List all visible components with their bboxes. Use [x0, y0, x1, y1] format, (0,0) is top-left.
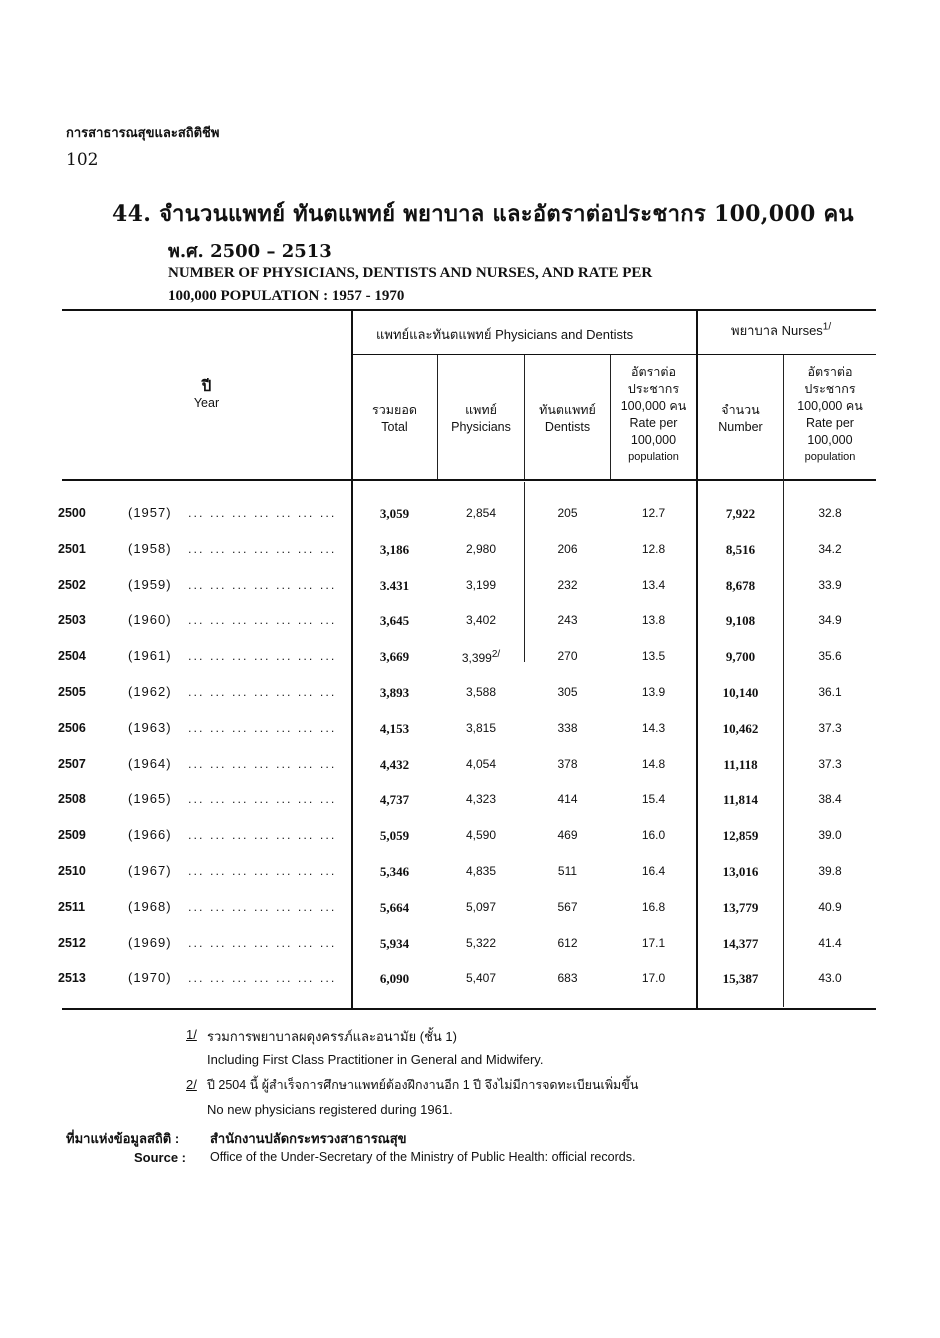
cell-dentists	[525, 971, 610, 985]
cell-physicians-value: 3,402	[465, 613, 497, 627]
cell-dentists	[525, 792, 610, 806]
col-nrate-thai-2: ประชากร	[804, 382, 856, 396]
col-physicians-thai: แพทย์	[465, 403, 497, 417]
cell-nurse-rate	[784, 685, 876, 699]
cell-dentists	[525, 649, 610, 663]
cell-nurse-rate	[784, 864, 876, 878]
cell-dentists	[525, 721, 610, 735]
col-header-dentists	[525, 402, 610, 436]
col-rate-en-1: Rate per	[629, 416, 678, 430]
row-leader-dots: ... ... ... ... ... ... ...	[188, 614, 337, 627]
cell-nurses-value: 11,118	[723, 757, 758, 772]
col-nrate-thai-1: อัตราต่อ	[807, 365, 853, 379]
year-header	[62, 378, 351, 412]
cell-total-value: 4,432	[379, 757, 410, 772]
col-header-physicians	[438, 402, 524, 436]
col-rate-thai-2: ประชากร	[627, 382, 680, 396]
cell-nurses-value: 10,140	[722, 685, 759, 700]
cell-total	[352, 613, 437, 629]
cell-total	[352, 971, 437, 987]
cell-physicians-value: 3,399	[461, 651, 492, 665]
col-dentists-en: Dentists	[544, 420, 591, 434]
footnote-1-mark: 1/	[186, 1027, 197, 1042]
table-bottom-rule	[62, 1008, 876, 1010]
cell-total-value: 3.431	[379, 578, 410, 593]
cell-total-value: 5,664	[379, 900, 410, 915]
cell-physicians	[438, 721, 524, 735]
col-header-nurse-number	[698, 402, 783, 436]
cell-nurses-value: 8,516	[725, 542, 756, 557]
table-number: 44.	[112, 201, 152, 227]
cell-nurse-rate	[784, 506, 876, 520]
cell-dentists	[525, 936, 610, 950]
cell-nurses	[698, 613, 783, 629]
cell-physicians-value: 2,980	[465, 542, 497, 556]
cell-physicians-value: 5,322	[465, 936, 497, 950]
cell-physicians	[438, 936, 524, 950]
cell-nurses	[698, 828, 783, 844]
row-year-ad: (1957)	[128, 505, 172, 520]
cell-nurses-value: 11,814	[722, 792, 759, 807]
cell-nurses	[698, 792, 783, 808]
cell-physicians	[438, 828, 524, 842]
cell-rate-value: 15.4	[641, 792, 666, 806]
cell-nurses-value: 8,678	[725, 578, 756, 593]
cell-rate-value: 16.4	[641, 864, 666, 878]
cell-nurse-rate-value: 37.3	[818, 757, 842, 771]
cell-physicians-value: 4,835	[465, 864, 497, 878]
cell-dentists	[525, 506, 610, 520]
row-year-be: 2506	[58, 721, 86, 735]
cell-nurses	[698, 864, 783, 880]
cell-rate	[611, 578, 696, 592]
year-header-thai: ปี	[201, 378, 212, 395]
cell-rate	[611, 828, 696, 842]
cell-rate	[611, 864, 696, 878]
cell-rate-value: 16.0	[641, 828, 666, 842]
row-year-be: 2512	[58, 936, 86, 950]
table-title-english-line1: NUMBER OF PHYSICIANS, DENTISTS AND NURSES, AND RATE PER	[168, 265, 653, 281]
col-physicians-en: Physicians	[451, 420, 511, 434]
cell-nurse-rate	[784, 792, 876, 806]
cell-nurse-rate-value: 37.3	[818, 721, 842, 735]
cell-physicians-value: 4,054	[465, 757, 497, 771]
cell-dentists-value: 270	[557, 649, 578, 663]
row-leader-dots: ... ... ... ... ... ... ...	[188, 686, 337, 699]
cell-physicians	[438, 792, 524, 806]
footnote-1-thai: รวมการพยาบาลผดุงครรภ์และอนามัย (ชั้น 1)	[207, 1029, 457, 1044]
row-year-ad: (1963)	[128, 720, 172, 735]
cell-total	[352, 792, 437, 808]
cell-rate	[611, 649, 696, 663]
row-year-ad: (1965)	[128, 791, 172, 806]
cell-dentists-value: 469	[557, 828, 578, 842]
row-leader-dots: ... ... ... ... ... ... ...	[188, 865, 337, 878]
cell-total	[352, 721, 437, 737]
cell-total-value: 5,934	[379, 936, 410, 951]
cell-physicians	[438, 971, 524, 985]
cell-dentists-value: 511	[557, 864, 578, 878]
cell-physicians-value: 2,854	[465, 506, 497, 520]
row-year-ad: (1960)	[128, 612, 172, 627]
table-title-english-line2: 100,000 POPULATION : 1957 - 1970	[168, 288, 405, 304]
footnote-2-thai: ปี 2504 นี้ ผู้สำเร็จการศึกษาแพทย์ต้องฝึกงานอีก 1 ปี จึงไม่มีการจดทะเบียนเพิ่มขึ้น	[207, 1078, 639, 1092]
running-header: การสาธารณสุขและสถิติชีพ	[66, 126, 220, 141]
cell-physicians-value: 3,588	[465, 685, 497, 699]
footnote-2-mark: 2/	[186, 1077, 197, 1092]
cell-rate	[611, 900, 696, 914]
row-year-be: 2503	[58, 613, 86, 627]
cell-nurse-rate-value: 36.1	[818, 685, 842, 699]
cell-total	[352, 828, 437, 844]
cell-nurse-rate	[784, 971, 876, 985]
cell-total	[352, 900, 437, 916]
col-rate-en-2: 100,000	[630, 433, 677, 447]
cell-dentists-value: 338	[557, 721, 578, 735]
cell-rate-value: 14.3	[641, 721, 666, 735]
col-nrate-en-1: Rate per	[806, 416, 854, 430]
cell-total-value: 3,186	[379, 542, 410, 557]
cell-nurses-value: 9,108	[725, 613, 756, 628]
col-nurse-number-thai: จำนวน	[721, 403, 760, 417]
cell-nurses-value: 15,387	[722, 971, 759, 986]
cell-total-value: 4,153	[379, 721, 410, 736]
cell-rate	[611, 506, 696, 520]
cell-nurses	[698, 542, 783, 558]
cell-total	[352, 649, 437, 665]
cell-physicians-value: 4,590	[465, 828, 497, 842]
cell-total-value: 6,090	[379, 971, 410, 986]
col-nrate-en-3: population	[804, 451, 856, 463]
table-title-thai-text: จำนวนแพทย์ ทันตแพทย์ พยาบาล และอัตราต่อประชากร 100,000 คน	[159, 201, 854, 227]
row-year-ad: (1969)	[128, 935, 172, 950]
nurses-footnote-ref: 1/	[822, 321, 832, 333]
cell-dentists-value: 612	[557, 936, 578, 950]
row-leader-dots: ... ... ... ... ... ... ...	[188, 758, 337, 771]
row-year-ad: (1968)	[128, 899, 172, 914]
group-header-physicians-dentists: แพทย์และทันตแพทย์ Physicians and Dentists	[376, 327, 634, 342]
cell-dentists	[525, 757, 610, 771]
row-leader-dots: ... ... ... ... ... ... ...	[188, 937, 337, 950]
cell-rate-value: 12.8	[641, 542, 666, 556]
source-english: Office of the Under-Secretary of the Ministry of Public Health: official records.	[210, 1150, 636, 1164]
cell-nurses	[698, 506, 783, 522]
cell-nurse-rate-value: 34.9	[818, 613, 842, 627]
cell-total	[352, 578, 437, 594]
cell-nurse-rate	[784, 613, 876, 627]
cell-physicians	[438, 506, 524, 520]
cell-total-value: 3,059	[379, 506, 410, 521]
cell-nurses	[698, 900, 783, 916]
cell-physicians-value: 3,815	[465, 721, 497, 735]
cell-physicians-value: 4,323	[465, 792, 497, 806]
row-year-ad: (1966)	[128, 827, 172, 842]
table-top-rule	[62, 309, 876, 311]
cell-nurse-rate-value: 39.8	[818, 864, 842, 878]
row-year-be: 2511	[58, 900, 86, 914]
row-leader-dots: ... ... ... ... ... ... ...	[188, 901, 337, 914]
col-nurse-number-en: Number	[718, 420, 763, 434]
group-header-rule	[352, 354, 876, 355]
row-leader-dots: ... ... ... ... ... ... ...	[188, 650, 337, 663]
col-rate-en-3: population	[628, 451, 679, 463]
cell-rate-value: 17.0	[641, 971, 666, 985]
row-year-ad: (1958)	[128, 541, 172, 556]
cell-physicians-value: 5,407	[465, 971, 497, 985]
cell-rate	[611, 685, 696, 699]
cell-physicians-value: 5,097	[465, 900, 497, 914]
cell-total-value: 5,346	[379, 864, 410, 879]
cell-dentists-value: 567	[557, 900, 578, 914]
cell-nurses-value: 14,377	[722, 936, 759, 951]
row-year-be: 2509	[58, 828, 86, 842]
cell-total	[352, 685, 437, 701]
cell-dentists	[525, 864, 610, 878]
cell-rate	[611, 721, 696, 735]
row-year-be: 2507	[58, 757, 86, 771]
cell-nurses	[698, 649, 783, 665]
col-rate-thai-3: 100,000 คน	[620, 399, 687, 413]
source-thai: สำนักงานปลัดกระทรวงสาธารณสุข	[210, 1131, 407, 1146]
row-year-be: 2504	[58, 649, 86, 663]
cell-nurses	[698, 757, 783, 773]
cell-nurses	[698, 578, 783, 594]
cell-dentists	[525, 542, 610, 556]
cell-nurse-rate-value: 39.0	[818, 828, 842, 842]
cell-dentists-value: 243	[557, 613, 578, 627]
cell-dentists	[525, 900, 610, 914]
cell-nurses-value: 7,922	[725, 506, 756, 521]
footnote-1-english: Including First Class Practitioner in General and Midwifery.	[207, 1052, 544, 1067]
row-year-ad: (1962)	[128, 684, 172, 699]
cell-dentists-value: 205	[557, 506, 578, 520]
cell-nurses-value: 9,700	[725, 649, 756, 664]
cell-nurses-value: 13,016	[722, 864, 759, 879]
footnote-2-english: No new physicians registered during 1961.	[207, 1102, 453, 1117]
row-leader-dots: ... ... ... ... ... ... ...	[188, 793, 337, 806]
col-total-thai: รวมยอด	[372, 403, 417, 417]
cell-nurse-rate	[784, 936, 876, 950]
col-header-rate	[611, 364, 696, 466]
cell-dentists	[525, 578, 610, 592]
cell-rate	[611, 542, 696, 556]
cell-nurse-rate-value: 33.9	[818, 578, 842, 592]
cell-total	[352, 542, 437, 558]
col-dentists-thai: ทันตแพทย์	[539, 403, 596, 417]
row-year-ad: (1964)	[128, 756, 172, 771]
cell-rate	[611, 792, 696, 806]
row-leader-dots: ... ... ... ... ... ... ...	[188, 543, 337, 556]
row-leader-dots: ... ... ... ... ... ... ...	[188, 722, 337, 735]
row-year-be: 2501	[58, 542, 86, 556]
header-bottom-rule	[62, 479, 876, 481]
cell-physicians	[438, 649, 524, 665]
cell-dentists	[525, 685, 610, 699]
table-title-thai-years: พ.ศ. 2500 – 2513	[168, 241, 332, 262]
cell-nurse-rate-value: 32.8	[818, 506, 842, 520]
row-year-be: 2510	[58, 864, 86, 878]
row-year-be: 2513	[58, 971, 86, 985]
cell-total	[352, 757, 437, 773]
cell-nurse-rate	[784, 542, 876, 556]
cell-nurse-rate	[784, 649, 876, 663]
cell-nurse-rate-value: 35.6	[818, 649, 842, 663]
row-leader-dots: ... ... ... ... ... ... ...	[188, 829, 337, 842]
cell-physicians	[438, 757, 524, 771]
row-year-ad: (1967)	[128, 863, 172, 878]
cell-total	[352, 936, 437, 952]
cell-physicians	[438, 864, 524, 878]
cell-dentists	[525, 613, 610, 627]
col-rate-thai-1: อัตราต่อ	[631, 365, 676, 379]
row-leader-dots: ... ... ... ... ... ... ...	[188, 507, 337, 520]
cell-dentists-value: 378	[557, 757, 578, 771]
cell-nurses-value: 10,462	[722, 721, 759, 736]
cell-nurse-rate	[784, 578, 876, 592]
cell-total	[352, 864, 437, 880]
col-header-nurse-rate	[784, 364, 876, 466]
cell-rate	[611, 936, 696, 950]
year-header-en: Year	[193, 396, 220, 410]
cell-rate-value: 13.9	[641, 685, 666, 699]
cell-dentists-value: 232	[557, 578, 578, 592]
cell-dentists-value: 683	[557, 971, 578, 985]
cell-nurse-rate-value: 34.2	[818, 542, 842, 556]
cell-rate-value: 16.8	[641, 900, 666, 914]
col-nrate-thai-3: 100,000 คน	[797, 399, 863, 413]
page-number: 102	[66, 150, 99, 170]
cell-rate	[611, 757, 696, 771]
row-year-ad: (1959)	[128, 577, 172, 592]
cell-rate-value: 13.8	[641, 613, 666, 627]
cell-total	[352, 506, 437, 522]
cell-nurse-rate	[784, 828, 876, 842]
cell-rate	[611, 613, 696, 627]
source-label-english: Source :	[134, 1150, 187, 1165]
cell-nurse-rate-value: 41.4	[818, 936, 842, 950]
cell-physicians-value: 3,199	[465, 578, 497, 592]
cell-nurses	[698, 685, 783, 701]
col-total-en: Total	[381, 420, 408, 434]
row-year-be: 2508	[58, 792, 86, 806]
cell-total-value: 3,645	[379, 613, 410, 628]
cell-rate	[611, 971, 696, 985]
col-header-total	[352, 402, 437, 436]
row-year-ad: (1970)	[128, 970, 172, 985]
cell-physicians	[438, 685, 524, 699]
cell-rate-value: 14.8	[641, 757, 666, 771]
cell-nurse-rate	[784, 757, 876, 771]
cell-nurse-rate	[784, 721, 876, 735]
cell-total-value: 3,669	[379, 649, 410, 664]
cell-rate-value: 13.4	[641, 578, 666, 592]
cell-total-value: 5,059	[379, 828, 410, 843]
row-year-be: 2500	[58, 506, 86, 520]
row-leader-dots: ... ... ... ... ... ... ...	[188, 972, 337, 985]
cell-dentists-value: 206	[557, 542, 578, 556]
cell-nurses	[698, 936, 783, 952]
cell-physicians	[438, 900, 524, 914]
row-leader-dots: ... ... ... ... ... ... ...	[188, 579, 337, 592]
col-nrate-en-2: 100,000	[807, 433, 853, 447]
group-header-nurses-label: พยาบาล Nurses	[731, 323, 823, 338]
cell-nurse-rate-value: 40.9	[818, 900, 842, 914]
row-year-be: 2502	[58, 578, 86, 592]
cell-physicians	[438, 578, 524, 592]
table-title-english	[168, 262, 652, 308]
cell-total-value: 3,893	[379, 685, 410, 700]
cell-nurses-value: 13,779	[722, 900, 759, 915]
row-year-be: 2505	[58, 685, 86, 699]
row-year-ad: (1961)	[128, 648, 172, 663]
cell-nurse-rate-value: 38.4	[818, 792, 842, 806]
source-label-thai: ที่มาแห่งข้อมูลสถิติ :	[66, 1131, 180, 1146]
physicians-footnote-ref: 2/	[491, 649, 501, 660]
cell-dentists-value: 305	[557, 685, 578, 699]
cell-dentists-value: 414	[557, 792, 578, 806]
cell-nurse-rate	[784, 900, 876, 914]
cell-dentists	[525, 828, 610, 842]
cell-rate-value: 13.5	[641, 649, 666, 663]
group-header-nurses	[731, 320, 831, 341]
cell-nurse-rate-value: 43.0	[818, 971, 842, 985]
cell-physicians	[438, 613, 524, 627]
cell-physicians	[438, 542, 524, 556]
cell-total-value: 4,737	[379, 792, 410, 807]
cell-nurses-value: 12,859	[722, 828, 759, 843]
cell-nurses	[698, 721, 783, 737]
cell-rate-value: 17.1	[641, 936, 666, 950]
table-title-thai	[112, 196, 854, 231]
cell-rate-value: 12.7	[641, 506, 666, 520]
cell-nurses	[698, 971, 783, 987]
